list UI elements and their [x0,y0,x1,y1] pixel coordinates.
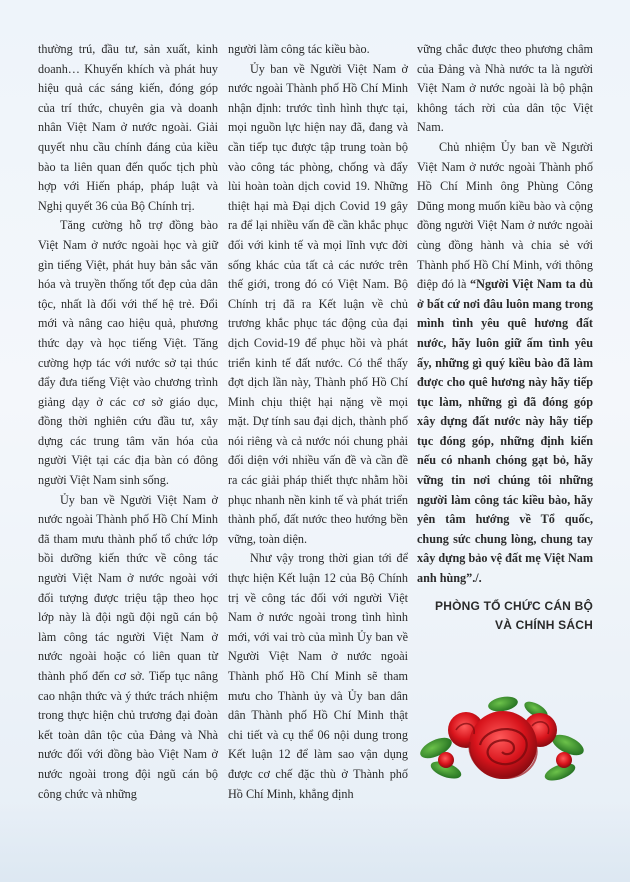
paragraph-lead: Chủ nhiệm Ủy ban về Người Việt Nam ở nước ngoài Thành phố Hồ Chí Minh ông Phùng Công Dũng mong muốn kiều bào và cộng đồng người Việt Nam ở nước ngoài cùng đồng hành và chia sẻ với Thành phố Hồ Chí Minh, với thông điệp đó là [417,139,593,292]
page-footer-gradient [0,802,630,882]
paragraph [417,138,593,589]
paragraph: Như vậy trong thời gian tới để thực hiện Kết luận 12 của Bộ Chính trị về công tác đối với người Việt Nam ở nước ngoài trong tình hình mới, với vai trò của mình Ủy ban về Người Việt Nam ở nước ngoài Thành phố Hồ Chí Minh sẽ tham mưu cho Thành ủy và Ủy ban dân dân Thành phố Hồ Chí Minh thật chi tiết và cụ thể 06 nội dung trong Kết luận 12 để làm sao vận dụng được cơ chế đặc thù ở Thành phố Hồ Chí Minh, khẳng định [228,551,408,801]
quote-text: “Người Việt Nam ta dù ở bất cứ nơi đâu luôn mang trong mình tình yêu quê hương đất nước, hãy luôn giữ ấm tình yêu ấy, những gì quý kiều bào đã làm được cho quê hương này hãy tiếp tục làm, những gì đã đóng góp xây dựng đất nước này hãy tiếp tục đóng góp, những định kiến nếu có nhanh chóng gạt bỏ, hãy vững tin nơi chúng tôi những người làm công tác kiều bào, hãy yên tâm hướng về Tổ quốc, chung sức chung lòng, chung tay xây dựng bảo vệ đất mẹ Việt Nam anh hùng”./. [417,277,593,586]
signature-line-2: VÀ CHÍNH SÁCH [495,617,593,632]
signature-line-1: PHÒNG TỔ CHỨC CÁN BỘ [435,598,593,613]
column-3 [417,40,593,635]
paragraph: người làm công tác kiều bào. [228,42,370,56]
column-2 [228,40,408,804]
paragraph: thường trú, đầu tư, sản xuất, kinh doanh… Khuyến khích và phát huy hiệu quả các sáng kiến, đóng góp của trí thức, chuyên gia và doanh nhân Việt Nam ở nước ngoài. Giải quyết nhu cầu chính đáng của kiều bào ta liên quan đến quốc tịch phù hợp với Hiến pháp, pháp luật và Nghị quyết 36 của Bộ Chính trị. [38,42,218,213]
paragraph: Tăng cường hỗ trợ đồng bào Việt Nam ở nước ngoài học và giữ gìn tiếng Việt, phát huy bản sắc văn hóa và truyền thống tốt đẹp của dân tộc, nhất là đối với thế hệ trẻ. Đổi mới và nâng cao hiệu quả, phương thức dạy và học tiếng Việt. Tăng cường hợp tác với nước sở tại thúc đẩy đưa tiếng Việt vào chương trình giảng dạy ở các cơ sở giáo dục, đồng thời nghiên cứu đầu tư, xây dựng các trung tâm văn hóa của người Việt tại các địa bàn có đông người Việt Nam sinh sống. [38,218,218,488]
paragraph: Ủy ban về Người Việt Nam ở nước ngoài Thành phố Hồ Chí Minh nhận định: trước tình hình thực tại, mọi nguồn lực hiện nay đã, đang và cần tiếp tục được tập trung toàn bộ vào công tác phòng, chống và đẩy lùi hoàn toàn dịch covid 19. Những thiệt hại mà Đại dịch Covid 19 gây ra để lại nhiều vấn đề cần khắc phục đối với kinh tế và mọi lĩnh vực đời sống khác của tất cả các nước trên thế giới, trong đó có Việt Nam. Bộ Chính trị đã ra Kết luận về chủ trương khắc phục tác động của đại dịch Covid-19 để phục hồi và phát triển kinh tế đất nước. Có thể thấy đợt dịch lần này, Thành phố Hồ Chí Minh chịu thiệt hại nặng về mọi mặt. Dự tính sau đại dịch, thành phố nói riêng và cả nước nói chung phải đối diện với nhiều vấn đề và cần đề ra các giải pháp thiết thực nhằm hồi phục nhanh nền kinh tế và phát triển thành phố, đất nước theo hướng bền vững, toàn diện. [228,61,408,546]
author-signature [417,597,593,635]
paragraph: vững chắc được theo phương châm của Đảng và Nhà nước ta là người Việt Nam ở nước ngoài là bộ phận không tách rời của dân tộc Việt Nam. [417,42,593,135]
red-roses-icon [418,690,588,795]
column-1 [38,40,218,804]
paragraph: Ủy ban về Người Việt Nam ở nước ngoài Thành phố Hồ Chí Minh đã tham mưu thành phố tổ chức lớp bồi dưỡng kiến thức về công tác người Việt Nam ở nước ngoài với đối tượng được triệu tập theo học lớp này là đội ngũ đội ngũ cán bộ làm công tác người Việt Nam ở nước ngoài hoặc có liên quan từ thành phố đến cơ sở. Tiếp tục nâng cao nhận thức và ý thức trách nhiệm trong thực hiện chủ trương đại đoàn kết toàn dân tộc của Đảng và Nhà nước đối với đồng bào Việt Nam ở nước ngoài trong đội ngũ cán bộ công chức và những [38,492,218,801]
